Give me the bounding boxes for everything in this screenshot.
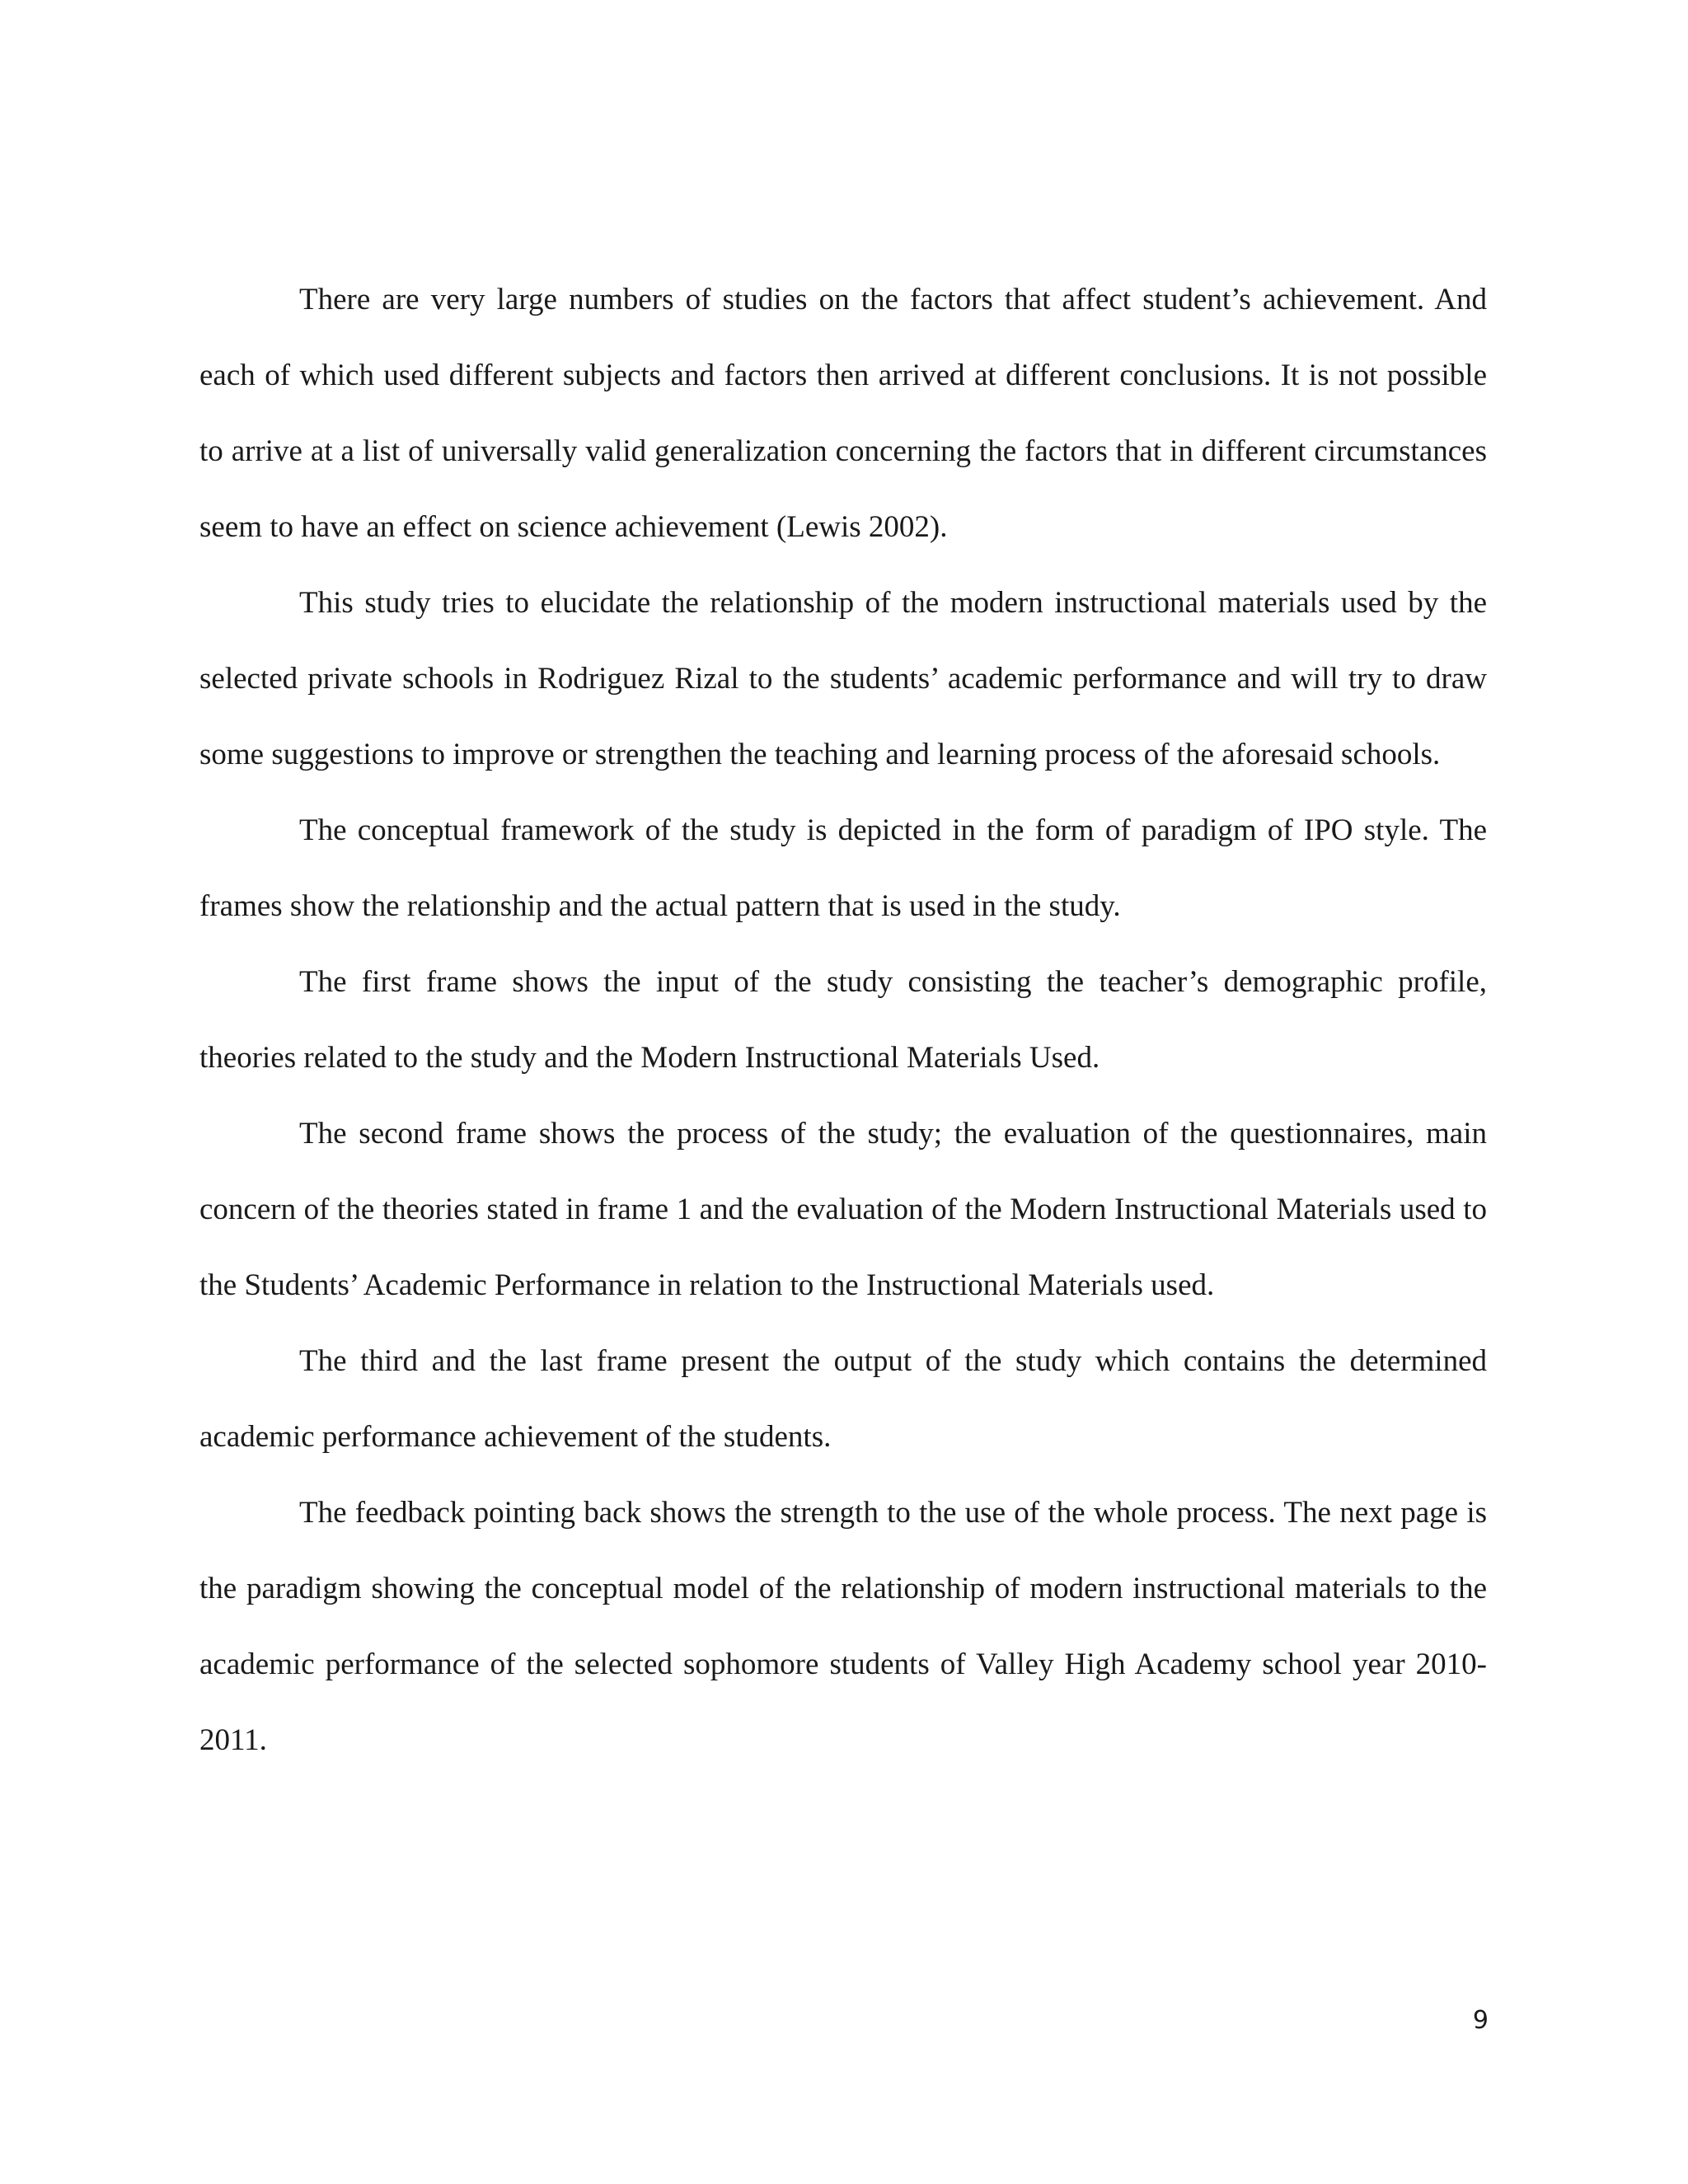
paragraph-6: The third and the last frame present the output of the study which contains the determined academic performance achievement of the students. <box>199 1344 1487 1454</box>
paragraph-2: This study tries to elucidate the relationship of the modern instructional materials used by the selected private schools in Rodriguez Rizal to the students’ academic performance and will try to draw some suggestions to improve or strengthen the teaching and learning process of the aforesaid schools. <box>199 586 1487 771</box>
paragraph-5: The second frame shows the process of the study; the evaluation of the questionnaires, main concern of the theories stated in frame 1 and the evaluation of the Modern Instructional Materials used to the Students’ Academic Performance in relation to the Instructional Materials used. <box>199 1117 1487 1302</box>
paragraph-1: There are very large numbers of studies on the factors that affect student’s achievement. And each of which used different subjects and factors then arrived at different conclusions. It is not possible to arrive at a list of universally valid generalization concerning the factors that in different circumstances seem to have an effect on science achievement (Lewis 2002). <box>199 283 1487 544</box>
paragraph-3: The conceptual framework of the study is depicted in the form of paradigm of IPO style. The frames show the relationship and the actual pattern that is used in the study. <box>199 813 1487 923</box>
page-number: 9 <box>1472 2006 1489 2035</box>
body-text <box>199 262 1487 1779</box>
paragraph-4: The first frame shows the input of the study consisting the teacher’s demographic profile, theories related to the study and the Modern Instructional Materials Used. <box>199 965 1487 1075</box>
paragraph-7: The feedback pointing back shows the strength to the use of the whole process. The next page is the paradigm showing the conceptual model of the relationship of modern instructional materials to the academic performance of the selected sophomore students of Valley High Academy school year 2010-2011. <box>199 1496 1487 1757</box>
